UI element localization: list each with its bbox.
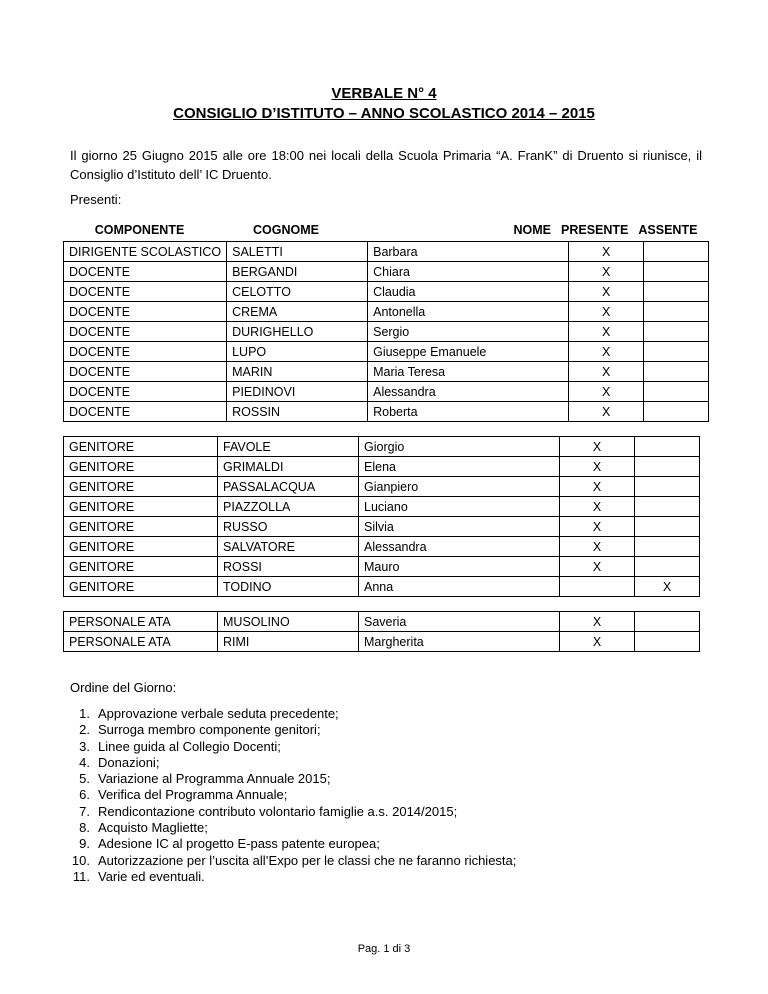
cell-componente: GENITORE [64,517,218,537]
table-row [64,632,700,652]
cell-cognome: CREMA [227,302,368,322]
cell-assente [635,437,700,457]
list-item-number: 2. [79,722,90,738]
cell-cognome: TODINO [218,577,359,597]
list-item-text: Adesione IC al progetto E-pass patente europea; [98,836,380,852]
cell-nome: Roberta [368,402,569,422]
cell-presente: X [569,402,644,422]
list-item-number: 1. [79,706,90,721]
cell-componente: GENITORE [64,557,218,577]
cell-presente: X [560,457,635,477]
cell-cognome: DURIGHELLO [227,322,368,342]
list-item [70,706,516,722]
cell-assente: X [635,577,700,597]
attendance-table-ata [63,611,700,652]
cell-presente: X [560,537,635,557]
list-item [70,739,516,755]
cell-componente: GENITORE [64,537,218,557]
list-item-text: Autorizzazione per l’uscita all’Expo per le classi che ne faranno richiesta; [98,852,517,868]
list-item [70,722,516,738]
list-item [70,836,516,852]
table-row [64,457,700,477]
cell-componente: GENITORE [64,577,218,597]
presenti-label: Presenti: [70,192,122,207]
table-row [64,557,700,577]
cell-cognome: MARIN [227,362,368,382]
cell-presente: X [560,517,635,537]
document-subtitle: CONSIGLIO D’ISTITUTO – ANNO SCOLASTICO 2014 – 2015 [173,105,595,122]
cell-nome: Saveria [359,612,560,632]
list-item-text: Approvazione verbale seduta precedente; [98,706,339,721]
header-assente: ASSENTE [638,223,698,237]
cell-assente [644,402,709,422]
cell-presente: X [569,322,644,342]
table-row [64,382,709,402]
header-cognome: COGNOME [253,223,319,237]
cell-presente: X [560,557,635,577]
cell-cognome: MUSOLINO [218,612,359,632]
table-row [64,262,709,282]
cell-assente [635,497,700,517]
list-item [70,787,516,803]
cell-nome: Mauro [359,557,560,577]
cell-nome: Elena [359,457,560,477]
cell-assente [635,517,700,537]
cell-presente [560,577,635,597]
list-item [70,853,516,869]
list-item-number: 7. [79,803,90,819]
list-item-text: Rendicontazione contributo volontario famiglie a.s. 2014/2015; [98,803,458,819]
list-item-text: Variazione al Programma Annuale 2015; [98,771,331,787]
table-row [64,322,709,342]
ordine-list [70,706,516,885]
cell-assente [644,322,709,342]
cell-nome: Claudia [368,282,569,302]
cell-presente: X [569,342,644,362]
table-row [64,342,709,362]
header-componente: COMPONENTE [94,223,185,237]
cell-componente: DOCENTE [64,342,227,362]
cell-assente [635,537,700,557]
cell-assente [635,612,700,632]
list-item [70,820,516,836]
table-row [64,517,700,537]
cell-assente [644,302,709,322]
cell-cognome: SALETTI [227,242,368,262]
cell-assente [644,262,709,282]
cell-cognome: LUPO [227,342,368,362]
cell-componente: DOCENTE [64,302,227,322]
cell-nome: Antonella [368,302,569,322]
cell-assente [644,382,709,402]
table-row [64,477,700,497]
cell-cognome: PIAZZOLLA [218,497,359,517]
cell-nome: Barbara [368,242,569,262]
table-row [64,402,709,422]
cell-nome: Alessandra [359,537,560,557]
cell-cognome: PIEDINOVI [227,382,368,402]
cell-nome: Maria Teresa [368,362,569,382]
cell-assente [644,282,709,302]
table-row [64,577,700,597]
list-item [70,755,516,771]
list-item [70,771,516,787]
cell-componente: DOCENTE [64,282,227,302]
table-row [64,302,709,322]
cell-nome: Silvia [359,517,560,537]
header-nome: NOME [513,223,551,237]
cell-presente: X [569,302,644,322]
cell-presente: X [569,362,644,382]
cell-nome: Giorgio [359,437,560,457]
cell-presente: X [560,632,635,652]
cell-presente: X [569,262,644,282]
cell-nome: Sergio [368,322,569,342]
cell-presente: X [560,497,635,517]
cell-componente: DOCENTE [64,362,227,382]
cell-componente: DIRIGENTE SCOLASTICO [64,242,227,262]
list-item-text: Acquisto Magliette; [98,820,208,836]
cell-componente: DOCENTE [64,262,227,282]
cell-assente [644,362,709,382]
cell-nome: Chiara [368,262,569,282]
list-item-number: 10. [71,852,90,868]
list-item-number: 4. [79,754,90,770]
cell-assente [635,457,700,477]
cell-assente [635,632,700,652]
table-row [64,537,700,557]
cell-presente: X [560,477,635,497]
list-item [70,804,516,820]
list-item-text: Surroga membro componente genitori; [98,722,321,738]
cell-nome: Gianpiero [359,477,560,497]
ordine-label: Ordine del Giorno: [70,680,177,695]
cell-nome: Anna [359,577,560,597]
page-footer: Pag. 1 di 3 [357,943,411,955]
cell-cognome: FAVOLE [218,437,359,457]
cell-presente: X [560,437,635,457]
table-row [64,612,700,632]
list-item-number: 6. [79,787,90,803]
cell-presente: X [569,282,644,302]
list-item-text: Verifica del Programma Annuale; [98,787,288,803]
cell-assente [635,557,700,577]
intro-paragraph: Il giorno 25 Giugno 2015 alle ore 18:00 nei locali della Scuola Primaria “A. FranK” di Druento si riunisce, il Consiglio d’Istituto dell’ IC Druento. [70,148,702,182]
table-row [64,437,700,457]
cell-componente: DOCENTE [64,402,227,422]
cell-cognome: ROSSIN [227,402,368,422]
cell-cognome: RUSSO [218,517,359,537]
cell-componente: GENITORE [64,477,218,497]
attendance-table-docenti [63,241,709,422]
cell-cognome: SALVATORE [218,537,359,557]
cell-componente: GENITORE [64,437,218,457]
list-item-number: 3. [79,738,90,754]
cell-componente: DOCENTE [64,322,227,342]
list-item-text: Donazioni; [98,754,160,770]
cell-presente: X [560,612,635,632]
cell-cognome: CELOTTO [227,282,368,302]
table-row [64,362,709,382]
list-item-number: 11. [72,868,90,884]
cell-presente: X [569,382,644,402]
cell-componente: GENITORE [64,457,218,477]
cell-nome: Alessandra [368,382,569,402]
cell-componente: PERSONALE ATA [64,632,218,652]
cell-componente: DOCENTE [64,382,227,402]
cell-nome: Luciano [359,497,560,517]
attendance-header [63,220,702,240]
header-presente: PRESENTE [561,223,629,237]
table-row [64,282,709,302]
cell-cognome: BERGANDI [227,262,368,282]
cell-assente [635,477,700,497]
list-item-number: 8. [79,820,90,836]
cell-componente: GENITORE [64,497,218,517]
cell-cognome: RIMI [218,632,359,652]
table-row [64,242,709,262]
list-item-number: 5. [79,771,90,787]
list-item-number: 9. [79,836,90,852]
cell-nome: Giuseppe Emanuele [368,342,569,362]
list-item-text: Varie ed eventuali. [98,868,205,884]
cell-cognome: GRIMALDI [218,457,359,477]
table-row [64,497,700,517]
list-item [70,869,516,885]
attendance-table-genitori [63,436,700,597]
document-title: VERBALE N° 4 [331,85,437,102]
cell-assente [644,242,709,262]
cell-cognome: ROSSI [218,557,359,577]
cell-nome: Margherita [359,632,560,652]
cell-cognome: PASSALACQUA [218,477,359,497]
header-row [63,220,702,240]
cell-assente [644,342,709,362]
list-item-text: Linee guida al Collegio Docenti; [98,738,281,754]
cell-componente: PERSONALE ATA [64,612,218,632]
cell-presente: X [569,242,644,262]
